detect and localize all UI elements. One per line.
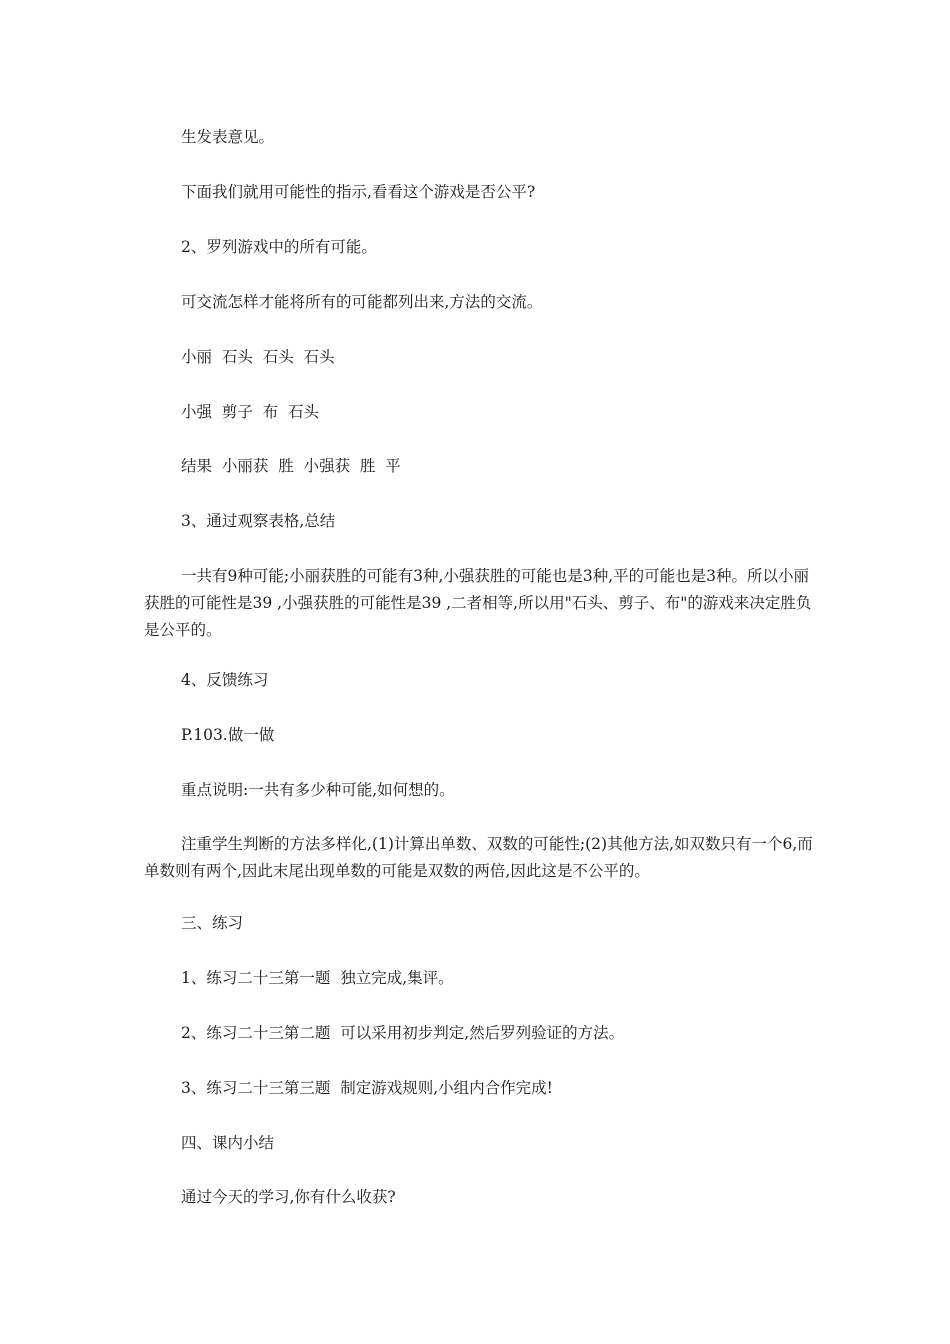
paragraph-3: 2、罗列游戏中的所有可能。: [181, 238, 377, 256]
paragraph-16: 2、练习二十三第二题 可以采用初步判定,然后罗列验证的方法。: [181, 1024, 625, 1042]
paragraph-5: 小丽 石头 石头 石头: [181, 348, 335, 366]
paragraph-13: 注重学生判断的方法多样化,(1)计算出单数、双数的可能性;(2)其他方法,如双数只有一个6,而单数则有两个,因此末尾出现单数的可能是双数的两倍,因此这是不公平的。: [144, 835, 813, 880]
paragraph-6: 小强 剪子 布 石头: [181, 403, 320, 421]
paragraph-8: 3、通过观察表格,总结: [181, 512, 336, 530]
paragraph-11: P.103.做一做: [181, 726, 275, 744]
paragraph-14: 三、练习: [181, 914, 244, 932]
paragraph-1: 生发表意见。: [181, 128, 275, 146]
paragraph-18: 四、课内小结: [181, 1134, 275, 1152]
paragraph-7: 结果 小丽获 胜 小强获 胜 平: [181, 457, 401, 475]
paragraph-19: 通过今天的学习,你有什么收获?: [181, 1188, 396, 1206]
paragraph-10: 4、反馈练习: [181, 671, 269, 689]
paragraph-2: 下面我们就用可能性的指示,看看这个游戏是否公平?: [181, 183, 536, 201]
paragraph-17: 3、练习二十三第三题 制定游戏规则,小组内合作完成!: [181, 1079, 553, 1097]
paragraph-4: 可交流怎样才能将所有的可能都列出来,方法的交流。: [181, 293, 543, 311]
paragraph-9: 一共有9种可能;小丽获胜的可能有3种,小强获胜的可能也是3种,平的可能也是3种。所以小丽获胜的可能性是39 ,小强获胜的可能性是39 ,二者相等,所以用"石头、剪子、布"的游戏来决定胜负是公平的。: [144, 567, 812, 639]
paragraph-15: 1、练习二十三第一题 独立完成,集评。: [181, 969, 454, 987]
paragraph-12: 重点说明:一共有多少种可能,如何想的。: [181, 781, 455, 799]
